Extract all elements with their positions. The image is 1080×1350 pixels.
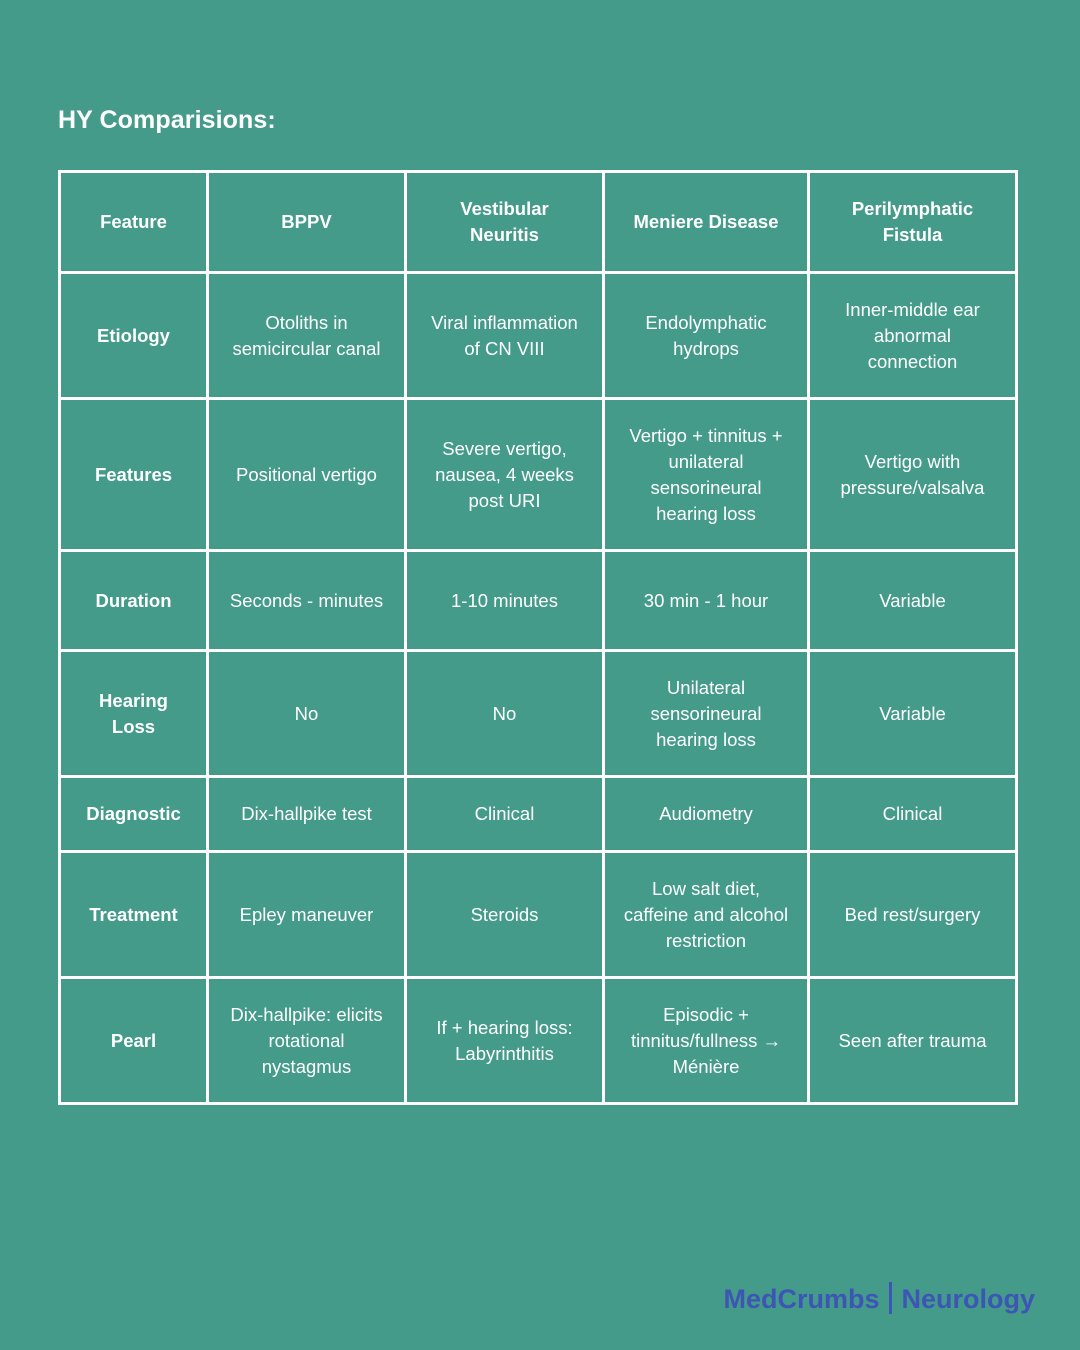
table-cell: Seconds - minutes [208,551,406,651]
table-cell: Clinical [406,777,604,852]
header-cell-meniere-disease: Meniere Disease [604,172,809,273]
header-cell-perilymphatic-fistula: Perilymphatic Fistula [809,172,1017,273]
table-cell: Vertigo + tinnitus + unilateral sensorineural hearing loss [604,399,809,551]
table-cell: Steroids [406,852,604,978]
page-title: HY Comparisions: [58,106,276,134]
table-row-hearing-loss [60,651,1017,777]
row-label: Etiology [60,273,208,399]
table-cell: No [208,651,406,777]
header-cell-bppv: BPPV [208,172,406,273]
row-label: Hearing Loss [60,651,208,777]
table-cell: If + hearing loss: Labyrinthitis [406,978,604,1104]
brand-name: MedCrumbs [723,1284,880,1314]
footer-branding [723,1282,1035,1315]
table-cell: 30 min - 1 hour [604,551,809,651]
table-cell: Inner-middle ear abnormal connection [809,273,1017,399]
table-cell: Variable [809,651,1017,777]
footer-divider [889,1282,892,1314]
table-row-etiology [60,273,1017,399]
table-cell: Dix-hallpike test [208,777,406,852]
table-cell: Endolymphatic hydrops [604,273,809,399]
header-cell-vestibular-neuritis: Vestibular Neuritis [406,172,604,273]
table-cell: Seen after trauma [809,978,1017,1104]
table-cell: Positional vertigo [208,399,406,551]
table-cell: Clinical [809,777,1017,852]
table-row-pearl [60,978,1017,1104]
table-cell: Episodic + tinnitus/fullness → Ménière [604,978,809,1104]
comparison-table [58,170,1018,1105]
table-cell: Severe vertigo, nausea, 4 weeks post URI [406,399,604,551]
table-cell: No [406,651,604,777]
table-cell: Audiometry [604,777,809,852]
table-row-features [60,399,1017,551]
row-label: Duration [60,551,208,651]
table-cell: Dix-hallpike: elicits rotational nystagmus [208,978,406,1104]
table-cell: Low salt diet, caffeine and alcohol restriction [604,852,809,978]
row-label: Features [60,399,208,551]
table-row-treatment [60,852,1017,978]
row-label: Pearl [60,978,208,1104]
section-name: Neurology [901,1284,1035,1314]
table-cell: Vertigo with pressure/valsalva [809,399,1017,551]
row-label: Diagnostic [60,777,208,852]
row-label: Treatment [60,852,208,978]
table-cell: Variable [809,551,1017,651]
table-cell: Bed rest/surgery [809,852,1017,978]
table-row-diagnostic [60,777,1017,852]
table-cell: Unilateral sensorineural hearing loss [604,651,809,777]
header-cell-feature: Feature [60,172,208,273]
table-cell: Viral inflammation of CN VIII [406,273,604,399]
table-row-duration [60,551,1017,651]
table-cell: Otoliths in semicircular canal [208,273,406,399]
table-header-row [60,172,1017,273]
table-cell: 1-10 minutes [406,551,604,651]
table-cell: Epley maneuver [208,852,406,978]
